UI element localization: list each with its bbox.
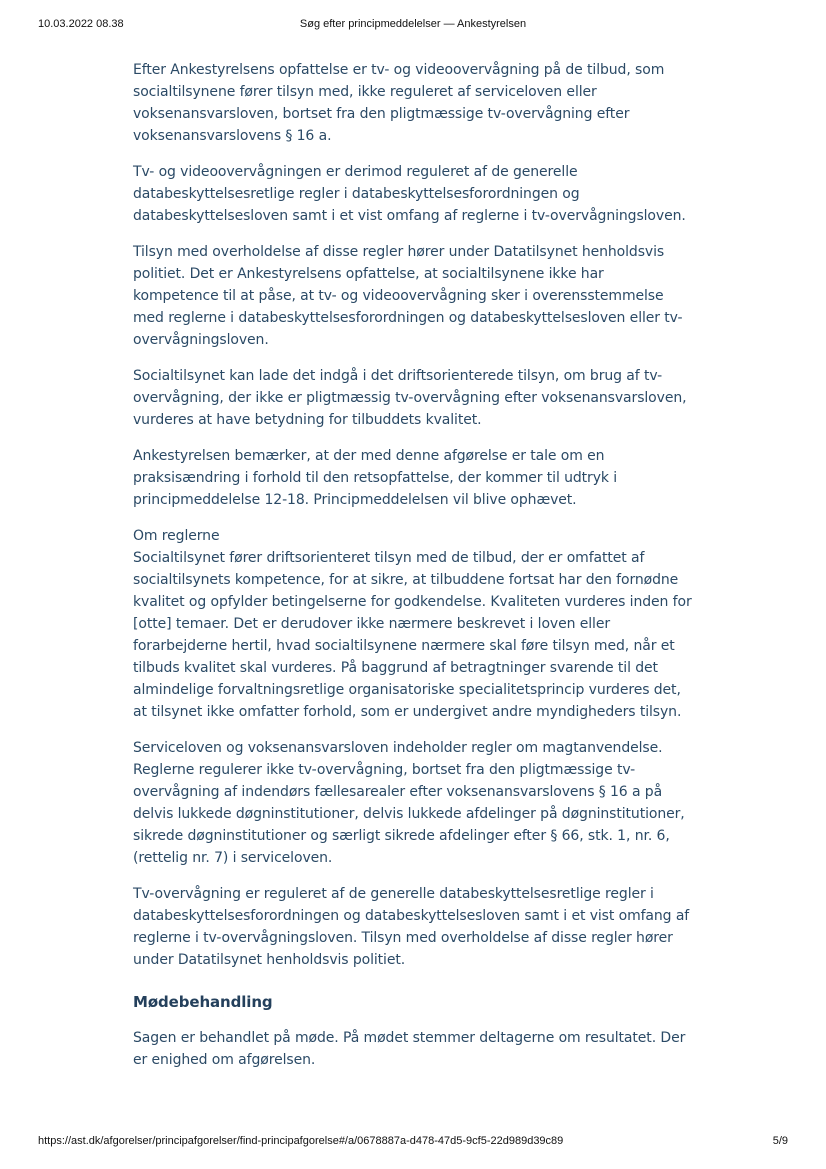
subheading-om-reglerne: Om reglerne — [133, 528, 220, 544]
section-heading: Mødebehandling — [133, 993, 273, 1011]
print-header — [38, 18, 788, 34]
document-body — [133, 59, 693, 1085]
print-url: https://ast.dk/afgorelser/principafgorelser/find-principafgorelse#/a/0678887a-d478-47d5-9cf5-22d989d39c89 — [38, 1135, 564, 1147]
paragraph: Efter Ankestyrelsens opfattelse er tv- og videoovervågning på de tilbud, som socialtilsynene fører tilsyn med, ikke reguleret af serviceloven eller voksenansvarsloven, bortset fra den pligtmæssige tv-overvågning efter voksenansvarslovens § 16 a. — [133, 62, 665, 144]
page-number: 5/9 — [772, 1135, 788, 1147]
paragraph: Tilsyn med overholdelse af disse regler hører under Datatilsynet henholdsvis politiet. Det er Ankestyrelsens opfattelse, at socialtilsynene ikke har kompetence til at påse, at tv- og videoovervågning sker i overensstemmelse med reglerne i databeskyttelsesforordningen og databeskyttelsesloven eller tv-overvågningsloven. — [133, 244, 683, 348]
print-footer — [38, 1135, 788, 1151]
paragraph: Tv- og videoovervågningen er derimod reguleret af de generelle databeskyttelsesretlige regler i databeskyttelsesforordningen og databeskyttelsesloven samt i et vist omfang af reglerne i tv-overvågningsloven. — [133, 164, 686, 224]
paragraph: Sagen er behandlet på møde. På mødet stemmer deltagerne om resultatet. Der er enighed om afgørelsen. — [133, 1030, 686, 1068]
paragraph: Ankestyrelsen bemærker, at der med denne afgørelse er tale om en praksisændring i forhold til den retsopfattelse, der kommer til udtryk i principmeddelelse 12-18. Principmeddelelsen vil blive ophævet. — [133, 448, 618, 508]
paragraph-om-reglerne — [133, 525, 693, 723]
paragraph: Serviceloven og voksenansvarsloven indeholder regler om magtanvendelse. Reglerne regulerer ikke tv-overvågning, bortset fra den pligtmæssige tv-overvågning af indendørs fællesarealer efter voksenansvarslovens § 16 a på delvis lukkede døgninstitutioner, delvis lukkede afdelinger på døgninstitutioner, sikrede døgninstitutioner og særligt sikrede afdelinger efter § 66, stk. 1, nr. 6, (rettelig nr. 7) i serviceloven. — [133, 740, 685, 866]
paragraph: Socialtilsynet kan lade det indgå i det driftsorienterede tilsyn, om brug af tv-overvågning, der ikke er pligtmæssig tv-overvågning efter voksenansvarsloven, vurderes at have betydning for tilbuddets kvalitet. — [133, 368, 687, 428]
print-page-title: Søg efter principmeddelelser — Ankestyrelsen — [299, 18, 527, 30]
print-date: 10.03.2022 08.38 — [38, 18, 124, 30]
paragraph-text: Socialtilsynet fører driftsorienteret tilsyn med de tilbud, der er omfattet af socialtilsynets kompetence, for at sikre, at tilbuddene fortsat har den fornødne kvalitet og opfylder betingelserne for godkendelse. Kvaliteten vurderes inden for [otte] temaer. Det er derudover ikke nærmere beskrevet i loven eller forarbejderne hertil, hvad socialtilsynene nærmere skal føre tilsyn med, når et tilbuds kvalitet skal vurderes. På baggrund af betragtninger svarende til det almindelige forvaltningsretlige organisatoriske specialitetsprincip vurderes det, at tilsynet ikke omfatter forhold, som er undergivet andre myndigheders tilsyn. — [133, 550, 692, 720]
paragraph: Tv-overvågning er reguleret af de generelle databeskyttelsesretlige regler i databeskyttelsesforordningen og databeskyttelsesloven samt i et vist omfang af reglerne i tv-overvågningsloven. Tilsyn med overholdelse af disse regler hører under Datatilsynet henholdsvis politiet. — [133, 886, 690, 968]
